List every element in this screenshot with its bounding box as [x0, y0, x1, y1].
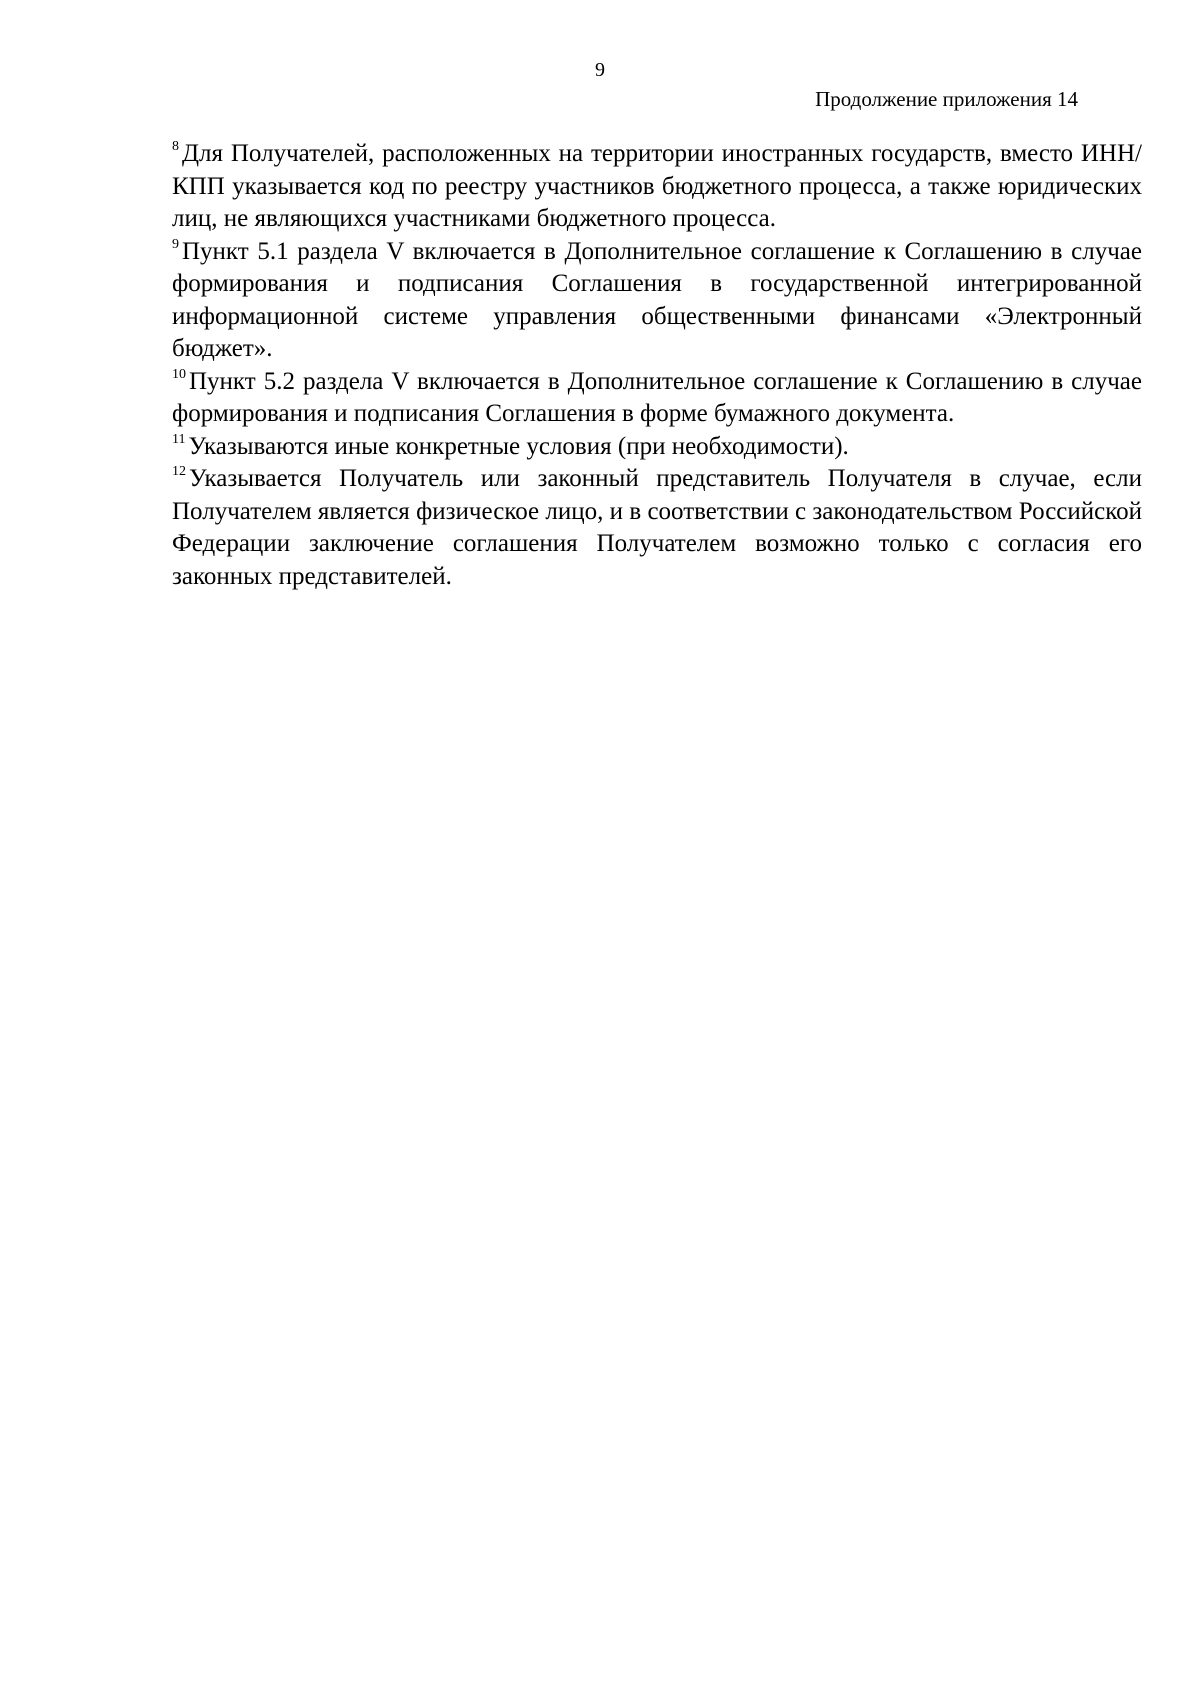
footnote-9 [172, 236, 1142, 366]
footnote-text: Указывается Получатель или законный представитель Получателя в случае, если Получателем является физическое лицо, и в соответствии с законодательством Российской Федерации заключение соглашения Получателем возможно только с согласия его законных представителей. [172, 465, 1142, 590]
page-number: 9 [595, 59, 605, 81]
appendix-continuation-header: Продолжение приложения 14 [815, 87, 1078, 111]
footnotes-section [172, 138, 1142, 593]
footnote-text: Пункт 5.1 раздела V включается в Дополнительное соглашение к Соглашению в случае формирования и подписания Соглашения в государственной интегрированной информационной системе управления общественными финансами «Электронный бюджет». [172, 237, 1142, 362]
footnote-text: Указываются иные конкретные условия (при необходимости). [188, 432, 849, 460]
footnote-marker: 10 [172, 366, 186, 382]
footnote-marker: 12 [172, 464, 186, 479]
footnote-10 [172, 366, 1142, 431]
footnote-8 [172, 138, 1142, 236]
footnote-marker: 8 [172, 139, 179, 154]
footnote-marker: 11 [172, 431, 186, 447]
footnote-11 [172, 431, 1142, 464]
footnote-text: Пункт 5.2 раздела V включается в Дополнительное соглашение к Соглашению в случае формирования и подписания Соглашения в форме бумажного документа. [172, 367, 1142, 427]
footnote-text: Для Получателей, расположенных на территории иностранных государств, вместо ИНН/КПП указывается код по реестру участников бюджетного процесса, а также юридических лиц, не являющихся участниками бюджетного процесса. [172, 140, 1142, 232]
footnote-marker: 9 [172, 236, 179, 252]
footnote-12 [172, 463, 1142, 593]
